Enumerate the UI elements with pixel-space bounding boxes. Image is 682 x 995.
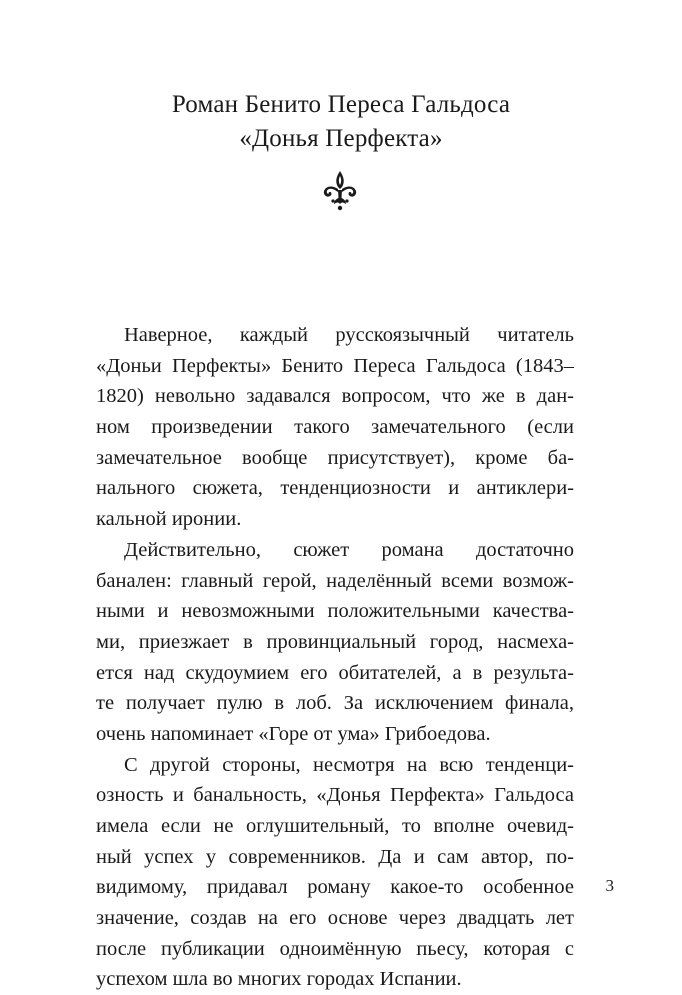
text-line: ный успех у современников. Да и сам автор, по- — [96, 845, 574, 868]
text-line: после публикации одноимённую пьесу, которая с — [96, 937, 574, 960]
chapter-title-line-2: «Донья Перфекта» — [239, 125, 443, 152]
text-line: ми, приезжает в провинциальный город, насмеха- — [96, 630, 574, 653]
chapter-title — [0, 88, 682, 156]
text-line: 1820) невольно задавался вопросом, что же в дан- — [96, 385, 574, 408]
text-line: «Доньи Перфекты» Бенито Переса Гальдоса (1843– — [96, 354, 574, 377]
text-line: нального сюжета, тенденциозности и антиклери- — [96, 477, 574, 500]
text-line: замечательное вообще присутствует), кроме ба- — [96, 446, 574, 469]
text-line: ется над скудоумием его обитателей, а в результа- — [96, 661, 574, 684]
text-line: те получает пулю в лоб. За исключением финала, — [96, 692, 574, 715]
body-text — [96, 320, 574, 995]
text-line: имела если не оглушительный, то вполне очевид- — [96, 815, 574, 837]
text-line: очень напоминает «Горе от ума» Грибоедова. — [96, 722, 491, 745]
paragraph — [96, 750, 574, 995]
text-line: Действительно, сюжет романа достаточно — [124, 538, 574, 561]
page-number: 3 — [605, 876, 614, 895]
text-line: Наверное, каждый русскоязычный читатель — [124, 324, 574, 346]
text-line: значение, создав на его основе через двадцать лет — [96, 907, 574, 930]
chapter-title-line-1: Роман Бенито Переса Гальдоса — [171, 91, 511, 118]
text-line: С другой стороны, несмотря на всю тенденци- — [124, 753, 574, 776]
paragraph — [96, 320, 574, 535]
text-line: банален: главный герой, наделённый всеми возмож- — [96, 569, 574, 592]
paragraph — [96, 535, 574, 750]
text-line: видимому, придавал роману какое-то особенное — [96, 876, 574, 899]
text-line: озность и банальность, «Донья Перфекта» Гальдоса — [96, 784, 574, 807]
text-line: ном произведении такого замечательного (если — [96, 416, 574, 439]
text-line: кальной иронии. — [96, 508, 242, 531]
text-line: успехом шла во многих городах Испании. — [96, 968, 462, 991]
fleuron-icon — [318, 168, 362, 212]
text-line: ными и невозможными положительными качества- — [96, 600, 574, 623]
